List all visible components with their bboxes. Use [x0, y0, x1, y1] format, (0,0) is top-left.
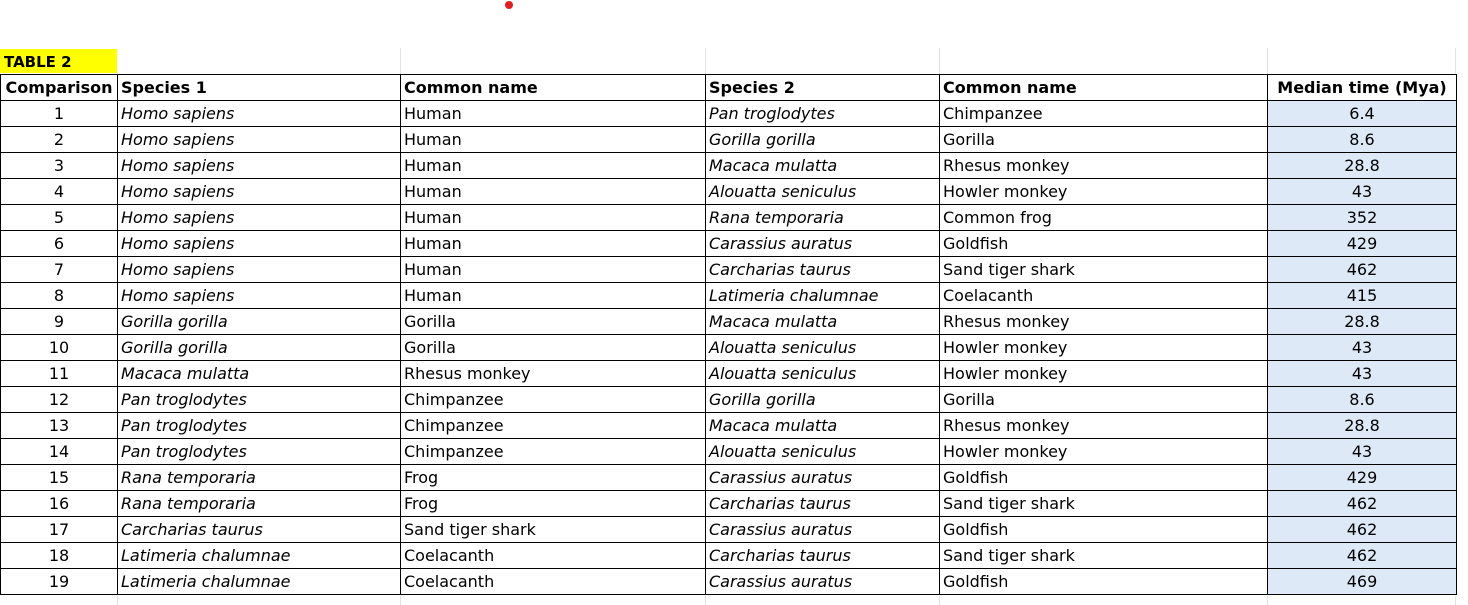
common-name-1-cell[interactable]: Human [401, 101, 706, 127]
common-name-1-cell[interactable]: Human [401, 179, 706, 205]
gridline [400, 48, 401, 74]
table-row [1, 257, 1457, 283]
comparison-cell[interactable]: 3 [1, 153, 118, 179]
common-name-1-cell[interactable]: Human [401, 283, 706, 309]
common-name-1-cell[interactable]: Gorilla [401, 309, 706, 335]
median-time-cell[interactable]: 429 [1268, 465, 1457, 491]
comparison-cell[interactable]: 11 [1, 361, 118, 387]
comparison-cell[interactable]: 1 [1, 101, 118, 127]
species-1-cell[interactable]: Pan troglodytes [118, 413, 401, 439]
common-name-1-cell[interactable]: Human [401, 257, 706, 283]
table-row [1, 413, 1457, 439]
median-time-cell[interactable]: 43 [1268, 179, 1457, 205]
median-time-cell[interactable]: 469 [1268, 569, 1457, 595]
comparison-cell[interactable]: 17 [1, 517, 118, 543]
gridline [1267, 48, 1268, 74]
species-1-cell[interactable]: Latimeria chalumnae [118, 543, 401, 569]
species-1-cell[interactable]: Macaca mulatta [118, 361, 401, 387]
table-row [1, 179, 1457, 205]
median-time-cell[interactable]: 462 [1268, 491, 1457, 517]
species-2-cell[interactable]: Carcharias taurus [706, 257, 940, 283]
species-1-cell[interactable]: Gorilla gorilla [118, 335, 401, 361]
species-1-cell[interactable]: Homo sapiens [118, 153, 401, 179]
common-name-2-cell[interactable]: Sand tiger shark [940, 491, 1268, 517]
common-name-2-cell[interactable]: Sand tiger shark [940, 257, 1268, 283]
table-row [1, 361, 1457, 387]
comparison-cell[interactable]: 12 [1, 387, 118, 413]
median-time-cell[interactable]: 43 [1268, 361, 1457, 387]
comparison-cell[interactable]: 10 [1, 335, 118, 361]
median-time-cell[interactable]: 28.8 [1268, 309, 1457, 335]
comparison-cell[interactable]: 13 [1, 413, 118, 439]
gridline [1455, 596, 1456, 605]
species-1-cell[interactable]: Pan troglodytes [118, 439, 401, 465]
common-name-2-cell[interactable]: Rhesus monkey [940, 413, 1268, 439]
species-2-cell[interactable]: Gorilla gorilla [706, 387, 940, 413]
median-time-cell[interactable]: 429 [1268, 231, 1457, 257]
species-2-cell[interactable]: Macaca mulatta [706, 153, 940, 179]
median-time-cell[interactable]: 8.6 [1268, 387, 1457, 413]
median-time-cell[interactable]: 43 [1268, 335, 1457, 361]
common-name-1-cell[interactable]: Human [401, 127, 706, 153]
comparison-cell[interactable]: 14 [1, 439, 118, 465]
table-row [1, 127, 1457, 153]
comparison-cell[interactable]: 2 [1, 127, 118, 153]
species-2-cell[interactable]: Alouatta seniculus [706, 179, 940, 205]
species-2-cell[interactable]: Alouatta seniculus [706, 361, 940, 387]
median-time-cell[interactable]: 462 [1268, 257, 1457, 283]
gridline [705, 48, 706, 74]
comparison-cell[interactable]: 19 [1, 569, 118, 595]
species-2-cell[interactable]: Pan troglodytes [706, 101, 940, 127]
comparison-cell[interactable]: 8 [1, 283, 118, 309]
common-name-2-cell[interactable]: Rhesus monkey [940, 309, 1268, 335]
table-row [1, 387, 1457, 413]
header-species-2[interactable]: Species 2 [706, 75, 940, 101]
species-1-cell[interactable]: Homo sapiens [118, 179, 401, 205]
species-1-cell[interactable]: Homo sapiens [118, 231, 401, 257]
table-row [1, 101, 1457, 127]
table-row [1, 335, 1457, 361]
gridline [939, 596, 940, 605]
common-name-1-cell[interactable]: Human [401, 231, 706, 257]
comparison-cell[interactable]: 5 [1, 205, 118, 231]
median-time-cell[interactable]: 415 [1268, 283, 1457, 309]
common-name-1-cell[interactable]: Chimpanzee [401, 439, 706, 465]
comparison-cell[interactable]: 9 [1, 309, 118, 335]
common-name-2-cell[interactable]: Howler monkey [940, 361, 1268, 387]
common-name-2-cell[interactable]: Gorilla [940, 387, 1268, 413]
median-time-cell[interactable]: 28.8 [1268, 413, 1457, 439]
common-name-1-cell[interactable]: Human [401, 205, 706, 231]
species-1-cell[interactable]: Homo sapiens [118, 257, 401, 283]
median-time-cell[interactable]: 462 [1268, 543, 1457, 569]
comparison-cell[interactable]: 15 [1, 465, 118, 491]
species-2-cell[interactable]: Carassius auratus [706, 465, 940, 491]
species-2-cell[interactable]: Carcharias taurus [706, 491, 940, 517]
table-row [1, 439, 1457, 465]
gridline [939, 48, 940, 74]
species-2-cell[interactable]: Carassius auratus [706, 231, 940, 257]
table-row [1, 491, 1457, 517]
table-row [1, 231, 1457, 257]
table-row [1, 309, 1457, 335]
common-name-2-cell[interactable]: Howler monkey [940, 179, 1268, 205]
species-comparison-table [0, 74, 1457, 595]
table-row [1, 153, 1457, 179]
common-name-1-cell[interactable]: Chimpanzee [401, 413, 706, 439]
table-row [1, 569, 1457, 595]
median-time-cell[interactable]: 6.4 [1268, 101, 1457, 127]
species-2-cell[interactable]: Macaca mulatta [706, 309, 940, 335]
species-1-cell[interactable]: Carcharias taurus [118, 517, 401, 543]
header-row [1, 75, 1457, 101]
table-row [1, 543, 1457, 569]
species-2-cell[interactable]: Carassius auratus [706, 569, 940, 595]
cursor-dot [505, 1, 513, 9]
header-common-name-2[interactable]: Common name [940, 75, 1268, 101]
common-name-2-cell[interactable]: Howler monkey [940, 439, 1268, 465]
comparison-cell[interactable]: 7 [1, 257, 118, 283]
common-name-1-cell[interactable]: Sand tiger shark [401, 517, 706, 543]
common-name-2-cell[interactable]: Goldfish [940, 465, 1268, 491]
header-comparison[interactable]: Comparison [1, 75, 118, 101]
common-name-1-cell[interactable]: Rhesus monkey [401, 361, 706, 387]
species-2-cell[interactable]: Carcharias taurus [706, 543, 940, 569]
gridline [705, 596, 706, 605]
common-name-1-cell[interactable]: Coelacanth [401, 569, 706, 595]
table-row [1, 283, 1457, 309]
comparison-cell[interactable]: 4 [1, 179, 118, 205]
species-1-cell[interactable]: Homo sapiens [118, 101, 401, 127]
table-row [1, 517, 1457, 543]
common-name-1-cell[interactable]: Human [401, 153, 706, 179]
common-name-2-cell[interactable]: Coelacanth [940, 283, 1268, 309]
species-2-cell[interactable]: Macaca mulatta [706, 413, 940, 439]
median-time-cell[interactable]: 8.6 [1268, 127, 1457, 153]
comparison-cell[interactable]: 6 [1, 231, 118, 257]
common-name-1-cell[interactable]: Frog [401, 491, 706, 517]
header-median-time[interactable]: Median time (Mya) [1268, 75, 1457, 101]
gridline [1267, 596, 1268, 605]
median-time-cell[interactable]: 462 [1268, 517, 1457, 543]
species-1-cell[interactable]: Latimeria chalumnae [118, 569, 401, 595]
species-1-cell[interactable]: Gorilla gorilla [118, 309, 401, 335]
header-common-name-1[interactable]: Common name [401, 75, 706, 101]
common-name-1-cell[interactable]: Coelacanth [401, 543, 706, 569]
comparison-cell[interactable]: 16 [1, 491, 118, 517]
common-name-2-cell[interactable]: Goldfish [940, 517, 1268, 543]
species-2-cell[interactable]: Rana temporaria [706, 205, 940, 231]
common-name-1-cell[interactable]: Chimpanzee [401, 387, 706, 413]
gridline [400, 596, 401, 605]
species-1-cell[interactable]: Homo sapiens [118, 283, 401, 309]
common-name-2-cell[interactable]: Rhesus monkey [940, 153, 1268, 179]
common-name-1-cell[interactable]: Gorilla [401, 335, 706, 361]
common-name-2-cell[interactable]: Gorilla [940, 127, 1268, 153]
common-name-2-cell[interactable]: Goldfish [940, 231, 1268, 257]
species-2-cell[interactable]: Carassius auratus [706, 517, 940, 543]
common-name-2-cell[interactable]: Sand tiger shark [940, 543, 1268, 569]
header-species-1[interactable]: Species 1 [118, 75, 401, 101]
species-2-cell[interactable]: Gorilla gorilla [706, 127, 940, 153]
species-2-cell[interactable]: Alouatta seniculus [706, 439, 940, 465]
species-2-cell[interactable]: Alouatta seniculus [706, 335, 940, 361]
table-row [1, 205, 1457, 231]
table-title-cell[interactable]: TABLE 2 [0, 49, 117, 73]
common-name-2-cell[interactable]: Howler monkey [940, 335, 1268, 361]
common-name-2-cell[interactable]: Goldfish [940, 569, 1268, 595]
gridline [1455, 48, 1456, 74]
comparison-cell[interactable]: 18 [1, 543, 118, 569]
species-1-cell[interactable]: Rana temporaria [118, 491, 401, 517]
common-name-1-cell[interactable]: Frog [401, 465, 706, 491]
species-1-cell[interactable]: Rana temporaria [118, 465, 401, 491]
species-1-cell[interactable]: Homo sapiens [118, 127, 401, 153]
common-name-2-cell[interactable]: Common frog [940, 205, 1268, 231]
median-time-cell[interactable]: 352 [1268, 205, 1457, 231]
species-1-cell[interactable]: Homo sapiens [118, 205, 401, 231]
median-time-cell[interactable]: 28.8 [1268, 153, 1457, 179]
median-time-cell[interactable]: 43 [1268, 439, 1457, 465]
species-2-cell[interactable]: Latimeria chalumnae [706, 283, 940, 309]
species-1-cell[interactable]: Pan troglodytes [118, 387, 401, 413]
common-name-2-cell[interactable]: Chimpanzee [940, 101, 1268, 127]
gridline [117, 596, 118, 605]
table-row [1, 465, 1457, 491]
